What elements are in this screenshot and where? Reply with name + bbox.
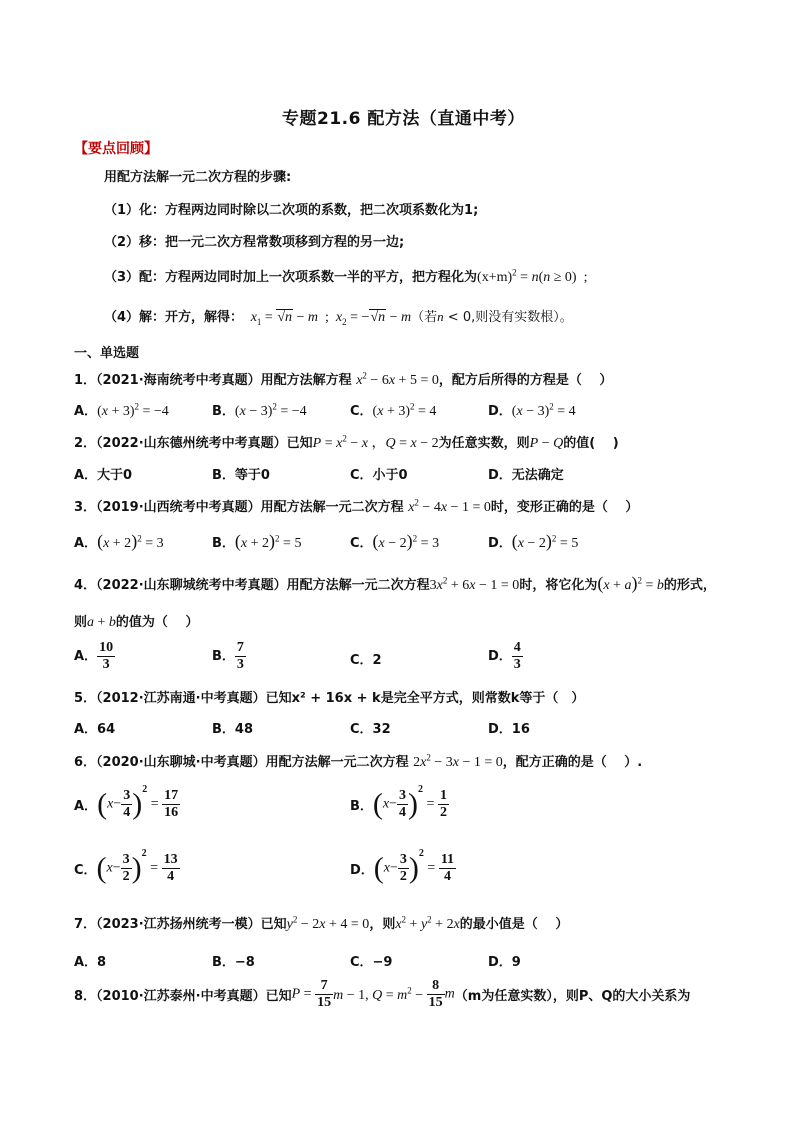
q5-option-c[interactable]: C．32 bbox=[350, 722, 391, 737]
q1-option-b[interactable]: B．$(x - 3)^2 = -4$ bbox=[212, 401, 307, 419]
q5-suffix: 是完全平方式，则常数k等于（ ） bbox=[380, 691, 585, 706]
q3-option-a[interactable]: A．$(x + 2)^2 = 3$ bbox=[74, 531, 164, 551]
q1-option-d[interactable]: D．$(x - 3)^2 = 4$ bbox=[488, 401, 576, 419]
q7-option-d[interactable]: D．9 bbox=[488, 955, 521, 970]
step-2: （2）移：把一元二次方程常数项移到方程的另一边; bbox=[104, 235, 405, 250]
q6-option-c[interactable]: C．(x− $\frac{3}{2}$ )$^2$ = $\frac{13}{4}$ bbox=[74, 848, 178, 885]
q5-option-d[interactable]: D．16 bbox=[488, 722, 530, 737]
q2-option-a[interactable]: A．大于0 bbox=[74, 468, 133, 483]
q8-suffix: （m为任意实数），则P、Q的大小关系为 bbox=[454, 989, 691, 1005]
q6-option-a[interactable]: A．(x− $\frac{3}{4}$ )$^2$ = $\frac{17}{16}$ bbox=[74, 784, 179, 821]
page-title: 专题21.6 配方法（直通中考） bbox=[282, 109, 525, 129]
q1-option-a[interactable]: A．$(x + 3)^2 = -4$ bbox=[74, 401, 169, 419]
q3-option-c[interactable]: C．$(x - 2)^2 = 3$ bbox=[350, 531, 440, 551]
question-8-stem: 8．（2010·江苏泰州·中考真题）已知P = $\frac{7}{15}$ m − 1, $Q = m^2$ − $\frac{8}{15}$ m（m为任意实数），则P、Q的大小关系为 bbox=[74, 978, 691, 1011]
q4-option-b[interactable]: B． $\frac{7}{3}$ bbox=[212, 640, 244, 673]
q7-prefix: 7．（2023·江苏扬州统考一模）已知 bbox=[74, 917, 287, 932]
q3-option-d[interactable]: D．$(x - 2)^2 = 5$ bbox=[488, 531, 579, 551]
q1-option-c[interactable]: C．$(x + 3)^2 = 4$ bbox=[350, 401, 437, 419]
question-6-stem: 6．（2020·山东聊城·中考真题）用配方法解一元二次方程 $2x^2 - 3x - 1 = 0$，配方正确的是（ ）. bbox=[74, 752, 643, 770]
step-3-text: （3）配：方程两边同时加上一次项系数一半的平方，把方程化为 bbox=[104, 270, 478, 285]
q6-prefix: 6．（2020·山东聊城·中考真题）用配方法解一元二次方程 bbox=[74, 755, 414, 770]
q1-prefix: 1．（2021·海南统考中考真题）用配方法解方程 bbox=[74, 373, 357, 388]
q4-option-c[interactable]: C．2 bbox=[350, 653, 382, 668]
question-2-stem: 2．（2022·山东德州统考中考真题）已知$P = x^2 - x$ ，Q = x − 2为任意实数，则P − Q的值( ) bbox=[74, 433, 619, 451]
step-4: （4）解：开方，解得： $x_1 = √n - m$ ; $x_2 = -√n - m$（若n < 0,则没有实数根）。 bbox=[104, 309, 573, 327]
question-4-stem-line2: 则a + b的值为（ ） bbox=[74, 615, 199, 630]
q1-suffix: ，配方后所得的方程是（ ） bbox=[438, 373, 613, 388]
q4-option-a[interactable]: A． $\frac{10}{3}$ bbox=[74, 640, 114, 673]
q7-option-c[interactable]: C．−9 bbox=[350, 955, 393, 970]
question-7-stem: 7．（2023·江苏扬州统考一模）已知$y^2 - 2x + 4 = 0$，则$x^2 + y^2 + 2x$的最小值是（ ） bbox=[74, 914, 569, 932]
question-4-stem: 4．（2022·山东聊城统考中考真题）用配方法解一元二次方程$3x^2 + 6x - 1 = 0$时，将它化为$(x + a)^2 = b$的形式， bbox=[74, 573, 716, 593]
step-4-formula: $x_1 = √n - m$ ; $x_2 = -√n - m$ bbox=[250, 310, 412, 327]
q4-prefix: 4．（2022·山东聊城统考中考真题）用配方法解一元二次方程 bbox=[74, 578, 430, 593]
q8-prefix: 8．（2010·江苏泰州·中考真题）已知 bbox=[74, 989, 292, 1005]
q5-math: x² + 16x + k bbox=[291, 691, 381, 706]
section-tag: 【要点回顾】 bbox=[74, 141, 158, 157]
q4-option-d[interactable]: D． $\frac{4}{3}$ bbox=[488, 640, 521, 673]
question-5-stem bbox=[74, 687, 584, 706]
step-3-formula: $(x+m)^2 = n(n \ge 0)$ ; bbox=[477, 267, 588, 285]
q3-suffix: 时，变形正确的是（ ） bbox=[490, 500, 639, 515]
q2-option-d[interactable]: D．无法确定 bbox=[488, 468, 564, 483]
question-1-stem: 1．（2021·海南统考中考真题）用配方法解方程 $x^2 - 6x + 5 = 0$，配方后所得的方程是（ ） bbox=[74, 370, 613, 388]
step-1: （1）化：方程两边同时除以二次项的系数，把二次项系数化为1; bbox=[104, 203, 479, 218]
q6-option-d[interactable]: D．(x− $\frac{3}{2}$ )$^2$ = $\frac{11}{4}$ bbox=[350, 848, 455, 885]
q6-suffix: ，配方正确的是（ ）. bbox=[502, 755, 643, 770]
q5-prefix: 5．（2012·江苏南通·中考真题）已知 bbox=[74, 691, 292, 706]
question-3-stem: 3．（2019·山西统考中考真题）用配方法解一元二次方程 $x^2 - 4x - 1 = 0$时，变形正确的是（ ） bbox=[74, 497, 639, 515]
q7-option-b[interactable]: B．−8 bbox=[212, 955, 255, 970]
q2-option-b[interactable]: B．等于0 bbox=[212, 468, 270, 483]
steps-intro: 用配方法解一元二次方程的步骤: bbox=[104, 170, 292, 185]
q7-option-a[interactable]: A．8 bbox=[74, 955, 107, 970]
q2-prefix: 2．（2022·山东德州统考中考真题）已知 bbox=[74, 436, 313, 451]
q3-option-b[interactable]: B．$(x + 2)^2 = 5$ bbox=[212, 531, 302, 551]
section-heading: 一、单选题 bbox=[74, 346, 140, 361]
q3-prefix: 3．（2019·山西统考中考真题）用配方法解一元二次方程 bbox=[74, 500, 409, 515]
step-3 bbox=[104, 266, 587, 286]
q5-option-b[interactable]: B．48 bbox=[212, 722, 253, 737]
q2-option-c[interactable]: C．小于0 bbox=[350, 468, 408, 483]
q6-option-b[interactable]: B．(x− $\frac{3}{4}$ )$^2$ = $\frac{1}{2}$ bbox=[350, 784, 447, 821]
step-4-text: （4）解：开方，解得： bbox=[104, 310, 244, 325]
q5-option-a[interactable]: A．64 bbox=[74, 722, 116, 737]
